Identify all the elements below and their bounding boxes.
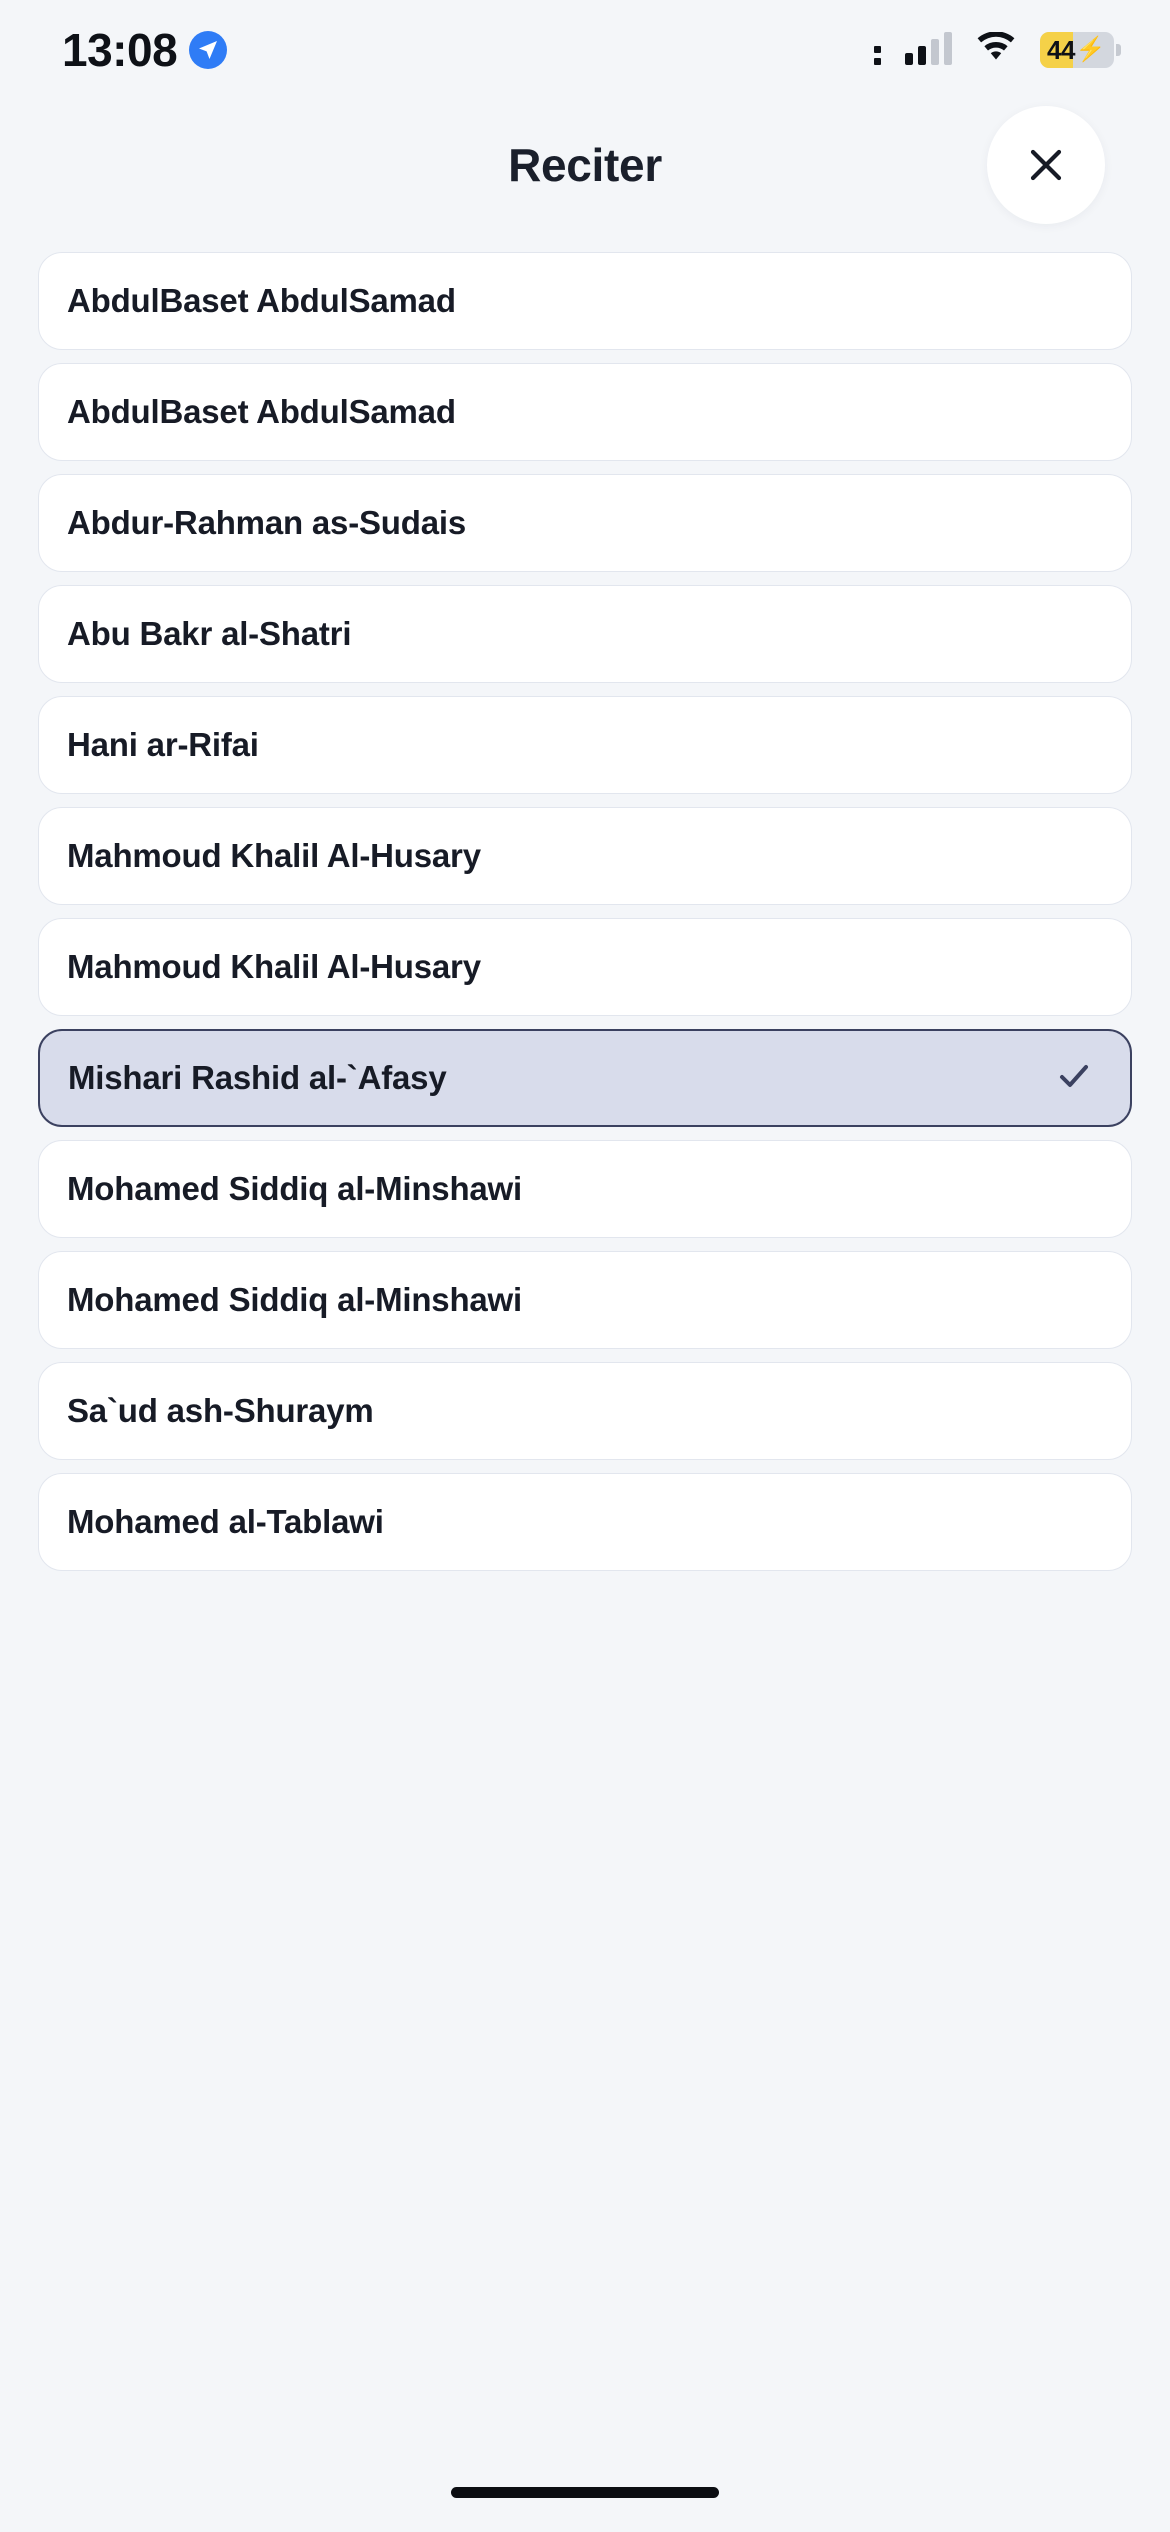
reciter-name: Mishari Rashid al-`Afasy <box>68 1059 447 1096</box>
status-bar-left <box>62 23 227 77</box>
close-icon <box>1025 144 1067 186</box>
cellular-dots-icon <box>874 35 881 65</box>
reciter-name: Mahmoud Khalil Al-Husary <box>67 837 481 874</box>
list-item[interactable] <box>38 1140 1132 1238</box>
status-bar-clock: 13:08 <box>62 24 178 76</box>
battery-indicator <box>1040 32 1114 68</box>
list-item-selected[interactable] <box>38 1029 1132 1127</box>
reciter-name: Abu Bakr al-Shatri <box>67 615 352 652</box>
reciter-name: AbdulBaset AbdulSamad <box>67 393 456 430</box>
list-item[interactable] <box>38 585 1132 683</box>
reciter-name: Mohamed al-Tablawi <box>67 1503 384 1540</box>
list-item[interactable] <box>38 807 1132 905</box>
reciter-name: Mohamed Siddiq al-Minshawi <box>67 1170 522 1207</box>
home-indicator-area <box>0 2452 1170 2532</box>
status-bar <box>0 0 1170 100</box>
reciter-name: Sa`ud ash-Shuraym <box>67 1392 374 1429</box>
reciter-name: Mohamed Siddiq al-Minshawi <box>67 1281 522 1318</box>
status-bar-right <box>874 32 1114 69</box>
list-item[interactable] <box>38 363 1132 461</box>
reciter-name: AbdulBaset AbdulSamad <box>67 282 456 319</box>
cellular-signal-icon <box>905 35 952 65</box>
battery-cap <box>1116 44 1121 56</box>
header <box>0 100 1170 230</box>
reciter-name: Mahmoud Khalil Al-Husary <box>67 948 481 985</box>
reciter-name: Hani ar-Rifai <box>67 726 259 763</box>
reciter-list <box>0 230 1170 2452</box>
close-button[interactable] <box>987 106 1105 224</box>
wifi-icon <box>974 32 1018 69</box>
list-item[interactable] <box>38 1362 1132 1460</box>
list-item[interactable] <box>38 696 1132 794</box>
home-indicator[interactable] <box>451 2487 719 2498</box>
list-item[interactable] <box>38 1473 1132 1571</box>
page-title: Reciter <box>508 139 662 191</box>
reciter-name: Abdur-Rahman as-Sudais <box>67 504 466 541</box>
location-arrow-icon <box>189 31 227 69</box>
battery-percent-label: 44 <box>1047 34 1075 65</box>
list-item[interactable] <box>38 252 1132 350</box>
list-item[interactable] <box>38 1251 1132 1349</box>
battery-charging-icon: ⚡ <box>1075 36 1106 63</box>
list-item[interactable] <box>38 918 1132 1016</box>
check-icon <box>1052 1054 1096 1103</box>
list-item[interactable] <box>38 474 1132 572</box>
